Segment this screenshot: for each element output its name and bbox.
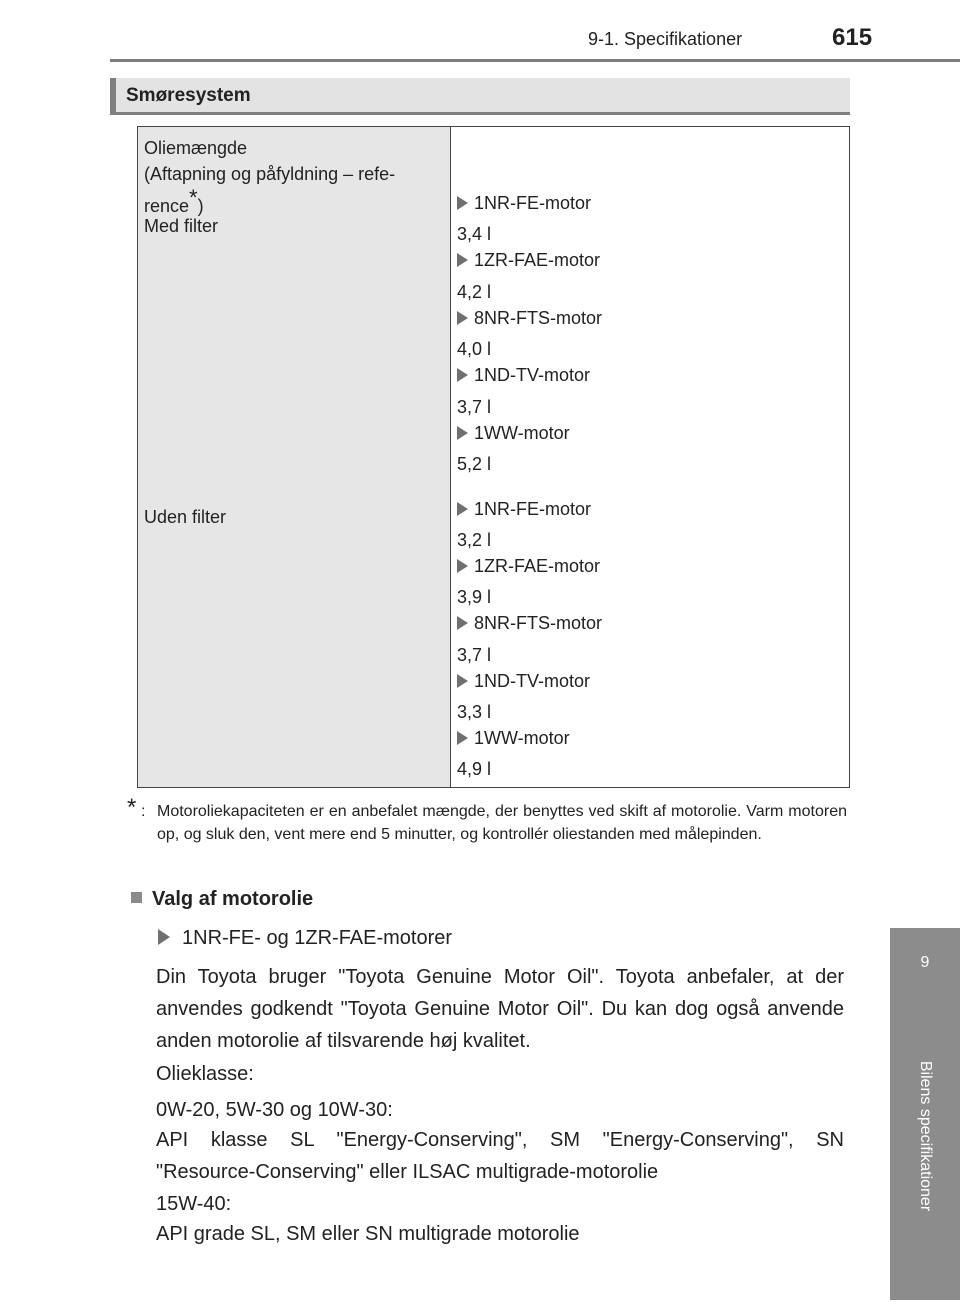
engine-name: 1ND-TV-motor bbox=[474, 671, 591, 691]
arrow-right-icon bbox=[457, 559, 468, 573]
capacity-value: 3,2 l bbox=[457, 530, 492, 550]
engine-group-item bbox=[158, 927, 452, 950]
header-rule bbox=[110, 59, 960, 62]
arrow-right-icon bbox=[457, 731, 468, 745]
engine-group-text: 1NR-FE- og 1ZR-FAE-motorer bbox=[182, 927, 453, 949]
footnote-colon: : bbox=[141, 803, 146, 820]
arrow-right-icon bbox=[457, 616, 468, 630]
oil-class-label: Olieklasse: bbox=[156, 1063, 254, 1085]
list-item bbox=[457, 499, 591, 520]
capacity-value: 3,7 l bbox=[457, 397, 492, 417]
list-item bbox=[457, 671, 590, 692]
engine-name: 8NR-FTS-motor bbox=[474, 308, 603, 328]
page-number: 615 bbox=[832, 24, 873, 51]
table-label-heading bbox=[144, 135, 395, 219]
capacity-value: 4,9 l bbox=[457, 759, 492, 779]
footnote-star: * bbox=[127, 794, 137, 821]
list-item bbox=[457, 308, 602, 329]
engine-name: 1ND-TV-motor bbox=[474, 365, 591, 385]
chapter-label: Bilens specifikationer bbox=[917, 1060, 934, 1212]
list-item bbox=[457, 365, 590, 386]
arrow-right-icon bbox=[457, 311, 468, 325]
label-line-3: rence bbox=[144, 196, 190, 216]
list-item bbox=[457, 728, 570, 749]
list-item bbox=[457, 250, 600, 271]
list-item bbox=[457, 556, 600, 577]
grade-1-heading: 0W-20, 5W-30 og 10W-30: bbox=[156, 1099, 393, 1121]
grade-1-description: API klasse SL "Energy-Conserving", SM "Energy-Conserving", SN "Resource-Conserving" eller ILSAC multigrade-motorolie bbox=[156, 1129, 844, 1183]
oil-choice-heading bbox=[131, 888, 313, 911]
arrow-right-icon bbox=[158, 929, 170, 945]
capacity-value: 4,2 l bbox=[457, 282, 492, 302]
engine-name: 1WW-motor bbox=[474, 728, 570, 748]
list-item bbox=[457, 193, 591, 214]
engine-name: 1WW-motor bbox=[474, 423, 570, 443]
grade-2-description: API grade SL, SM eller SN multigrade motorolie bbox=[156, 1223, 580, 1245]
chapter-side-tab[interactable] bbox=[890, 928, 960, 1300]
list-item bbox=[457, 613, 602, 634]
capacity-value: 4,0 l bbox=[457, 339, 492, 359]
without-filter-label: Uden filter bbox=[144, 507, 227, 527]
label-line-1: Oliemængde bbox=[144, 138, 248, 158]
capacity-value: 5,2 l bbox=[457, 454, 492, 474]
arrow-right-icon bbox=[457, 196, 468, 210]
capacity-value: 3,3 l bbox=[457, 702, 492, 722]
capacity-value: 3,4 l bbox=[457, 224, 492, 244]
engine-name: 1ZR-FAE-motor bbox=[474, 250, 601, 270]
engine-name: 1NR-FE-motor bbox=[474, 193, 592, 213]
capacity-value: 3,7 l bbox=[457, 645, 492, 665]
oil-recommendation-paragraph: Din Toyota bruger "Toyota Genuine Motor Oil". Toyota anbefaler, at der anvendes godkendt "Toyota Genuine Motor Oil". Du kan dog også anvende anden motorolie af tilsvarende høj kvalitet. bbox=[156, 966, 844, 1052]
section-heading-bar bbox=[110, 78, 850, 115]
section-title: Smøresystem bbox=[126, 85, 251, 106]
engine-name: 1ZR-FAE-motor bbox=[474, 556, 601, 576]
arrow-right-icon bbox=[457, 253, 468, 267]
oil-capacity-table bbox=[137, 126, 850, 788]
square-bullet-icon bbox=[131, 892, 142, 903]
label-line-2: (Aftapning og påfyldning – refe- bbox=[144, 164, 396, 184]
chapter-number: 9 bbox=[920, 954, 930, 971]
oil-choice-heading-text: Valg af motorolie bbox=[152, 888, 314, 910]
with-filter-label: Med filter bbox=[144, 216, 219, 236]
grade-2-heading: 15W-40: bbox=[156, 1193, 232, 1215]
arrow-right-icon bbox=[457, 502, 468, 516]
engine-name: 8NR-FTS-motor bbox=[474, 613, 603, 633]
arrow-right-icon bbox=[457, 368, 468, 382]
arrow-right-icon bbox=[457, 426, 468, 440]
capacity-value: 3,9 l bbox=[457, 587, 492, 607]
footnote-text: Motoroliekapaciteten er en anbefalet mængde, der benyttes ved skift af motorolie. Varm motoren op, og sluk den, vent mere end 5 minutter, og kontrollér oliestanden med målepinden. bbox=[157, 803, 847, 843]
header-section-title: 9-1. Specifikationer bbox=[588, 29, 743, 49]
engine-name: 1NR-FE-motor bbox=[474, 499, 592, 519]
label-line-3-close: ) bbox=[197, 196, 204, 216]
arrow-right-icon bbox=[457, 674, 468, 688]
list-item bbox=[457, 423, 570, 444]
table-label-column bbox=[138, 127, 451, 787]
footnote-marker: * bbox=[189, 185, 198, 210]
section-accent bbox=[110, 78, 116, 112]
